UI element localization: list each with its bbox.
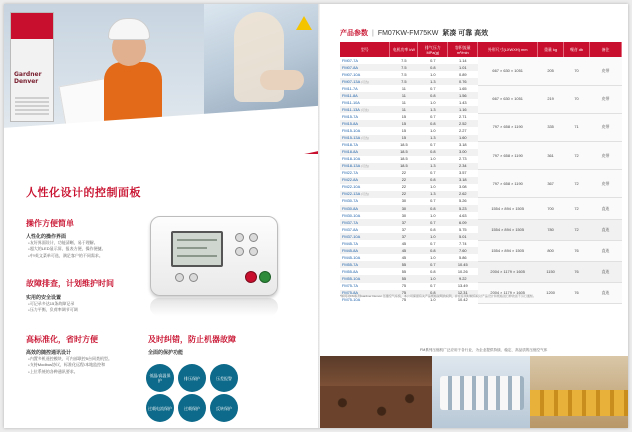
col-header: 电机功率 kW xyxy=(390,42,418,57)
panel-button xyxy=(249,247,258,256)
spec-title-label: 产品参数 xyxy=(340,30,368,37)
flow-cell: 5.86 xyxy=(458,254,467,260)
pressure-cell: 0.7 xyxy=(430,142,436,148)
power-cell: 37 xyxy=(390,219,418,226)
optional-tag: (可选) xyxy=(360,107,369,112)
model-name: FM45-7A xyxy=(342,240,358,246)
model-cell xyxy=(340,254,390,261)
table-header-row xyxy=(340,42,622,57)
col-header: 容积流量 m³/min xyxy=(448,42,478,57)
pressure-cell: 0.8 xyxy=(430,226,436,232)
panel-button xyxy=(175,273,184,282)
weight-cell: 1200 xyxy=(538,283,564,304)
flow-cell: 2.34 xyxy=(448,163,478,170)
flow-cell: 1.60 xyxy=(448,135,478,142)
pressure-cell: 0.7 xyxy=(430,113,436,119)
flow-cell: 10.26 xyxy=(457,268,468,274)
pressure-cell: 1.3 xyxy=(418,135,448,142)
power-cell: 45 xyxy=(401,240,407,246)
power-cell: 18.5 xyxy=(400,142,408,148)
model-name: FM55-7A xyxy=(342,261,358,267)
noise-cell: 72 xyxy=(564,198,590,219)
model-cell xyxy=(340,156,390,163)
application-note: FM系列压缩机广泛应用于各行业，为企业提供持续、稳定、高品质的压缩空气体 xyxy=(420,348,548,352)
weight-cell: 219 xyxy=(538,85,564,113)
pressure-cell: 0.7 xyxy=(430,198,436,204)
flow-cell: 2.27 xyxy=(458,127,467,133)
flow-cell: 12.31 xyxy=(448,290,478,297)
weight-cell: 205 xyxy=(538,57,564,85)
model-name: FM37-8A xyxy=(342,226,358,232)
model-cell xyxy=(340,261,390,268)
model-name: FM11-8A xyxy=(342,92,358,98)
right-page xyxy=(320,4,628,428)
model-name: FM18-10A xyxy=(342,156,361,162)
temperature-protection-badge: 低温/高温保护 xyxy=(146,364,174,392)
footnote: *如何对FM系列Gardner Denver 压缩空气系统，本公司保留有关产品规格说明的权利，并在任何时候有权对产品设计和规格进行修改而不另行通知。 xyxy=(340,294,536,298)
pressure-cell: 1.0 xyxy=(430,212,436,218)
model-cell xyxy=(340,191,390,198)
power-cell: 45 xyxy=(401,254,407,260)
model-name: FM15-13A xyxy=(342,135,360,141)
dims-cell: 1554 × 894 × 1505 xyxy=(478,198,538,219)
hard-hat xyxy=(108,18,150,40)
noise-cell: 72 xyxy=(564,142,590,170)
note-cell: 皮带 xyxy=(590,57,622,85)
col-header: 排气压力 MPa(g) xyxy=(418,42,448,57)
col-header: 噪音 db xyxy=(564,42,590,57)
model-name: FM15-10A xyxy=(342,127,361,133)
list-item: ● 中/英文菜单可选，满足客户的不同需求。 xyxy=(28,253,106,259)
model-name: FM22-10A xyxy=(342,184,361,190)
list-item: ● 可记录多达15条故障记录 xyxy=(28,301,78,307)
start-button-icon xyxy=(259,271,271,283)
pressure-cell: 0.8 xyxy=(418,247,448,254)
weight-cell: 367 xyxy=(538,170,564,198)
model-cell xyxy=(340,268,390,275)
left-page xyxy=(4,4,318,428)
pressure-cell: 0.8 xyxy=(418,290,448,297)
pressure-cell: 0.8 xyxy=(418,64,448,71)
weight-cell: 800 xyxy=(538,240,564,261)
reverse-rotation-badge: 反转保护 xyxy=(210,394,238,422)
model-name: FM30-8A xyxy=(342,205,358,211)
pressure-cell: 1.0 xyxy=(418,233,448,240)
power-cell: 37 xyxy=(401,226,407,232)
weight-cell: 1150 xyxy=(538,261,564,282)
pressure-cell: 1.3 xyxy=(418,78,448,85)
bottling-line-photo xyxy=(432,356,530,428)
flow-cell: 6.09 xyxy=(448,219,478,226)
power-cell: 30 xyxy=(401,212,407,218)
power-cell: 75 xyxy=(390,290,418,297)
note-cell: 皮带 xyxy=(590,142,622,170)
flow-cell: 5.01 xyxy=(448,233,478,240)
power-cell: 37 xyxy=(390,233,418,240)
note-cell: 直连 xyxy=(590,219,622,240)
panel-button xyxy=(189,273,198,282)
model-name: FM30-10A xyxy=(342,212,361,218)
noise-cell: 76 xyxy=(564,283,590,304)
section-heading: 人性化设计的控制面板 xyxy=(26,187,141,199)
optional-tag: (可选) xyxy=(361,164,370,169)
model-cell xyxy=(340,184,390,191)
model-cell xyxy=(340,198,390,205)
flow-cell: 3.18 xyxy=(448,177,478,184)
model-name: FM37-10A xyxy=(342,233,361,239)
dims-cell: 797 × 658 × 1190 xyxy=(478,113,538,141)
model-cell xyxy=(340,64,390,71)
noise-cell: 76 xyxy=(564,240,590,261)
model-cell xyxy=(340,135,390,142)
power-cell: 22 xyxy=(401,170,407,176)
pressure-cell: 1.0 xyxy=(430,127,436,133)
model-name: FM07-13A xyxy=(342,78,360,84)
model-cell xyxy=(340,177,390,184)
model-cell xyxy=(340,127,390,134)
power-cell: 7.5 xyxy=(390,64,418,71)
table-row xyxy=(340,142,622,149)
spec-table-body xyxy=(340,57,622,304)
panel-button xyxy=(249,233,258,242)
fault-diagnosis-list xyxy=(28,301,78,314)
model-cell xyxy=(340,99,390,106)
flow-cell: 0.76 xyxy=(448,78,478,85)
model-name: FM22-13A xyxy=(342,191,360,197)
flow-cell: 2.52 xyxy=(448,120,478,127)
noise-cell: 70 xyxy=(564,57,590,85)
fault-diagnosis-title: 故障排查，计划维护时间 xyxy=(26,279,114,288)
model-name: FM75-7A xyxy=(342,283,358,289)
pressure-cell: 0.8 xyxy=(430,268,436,274)
model-name: FM07-7A xyxy=(342,57,358,63)
flow-cell: 0.89 xyxy=(458,71,467,77)
hero-photo xyxy=(4,4,318,154)
dims-cell: 797 × 658 × 1190 xyxy=(478,142,538,170)
power-cell: 7.5 xyxy=(401,57,407,63)
panel-display xyxy=(171,231,223,267)
power-cell: 55 xyxy=(390,261,418,268)
cabinet-red-stripe xyxy=(11,13,53,39)
pressure-cell: 1.0 xyxy=(430,71,436,77)
power-cell: 11 xyxy=(390,92,418,99)
spec-title: 产品参数 | FM07KW-FM75KW 紧凑 可靠 高效 xyxy=(340,30,489,37)
weight-cell: 780 xyxy=(538,219,564,240)
flow-cell: 5.26 xyxy=(458,198,467,204)
model-name: FM45-10A xyxy=(342,254,361,260)
col-header: 外形尺寸(LXWXH) mm xyxy=(478,42,538,57)
cabinet-vent xyxy=(15,97,49,117)
flow-cell: 1.65 xyxy=(458,85,467,91)
table-row xyxy=(340,170,622,177)
table-row xyxy=(340,57,622,64)
pressure-alarm-badge: 压差报警 xyxy=(210,364,238,392)
standardization-list xyxy=(28,356,112,375)
pressure-cell: 0.8 xyxy=(418,177,448,184)
dims-cell: 2004 × 1179 × 1605 xyxy=(478,283,538,304)
brochure-spread xyxy=(4,4,628,428)
power-cell: 75 xyxy=(401,297,407,303)
optional-tag: (可选) xyxy=(361,192,370,197)
table-row xyxy=(340,113,622,120)
power-cell: 15 xyxy=(390,135,418,142)
table-row xyxy=(340,240,622,247)
model-name: FM07-10A xyxy=(342,71,361,77)
protection-subtitle: 全面的保护功能 xyxy=(148,350,184,356)
power-cell: 55 xyxy=(390,275,418,282)
table-row xyxy=(340,283,622,290)
model-name: FM45-8A xyxy=(342,247,358,253)
model-cell xyxy=(340,205,390,212)
standardization-subtitle: 高效的随控通讯设计 xyxy=(26,350,72,356)
weight-cell: 361 xyxy=(538,142,564,170)
standardization-title: 高标准化，省时方便 xyxy=(26,335,98,344)
weight-cell: 700 xyxy=(538,198,564,219)
flow-cell: 10.42 xyxy=(457,297,468,303)
noise-cell: 71 xyxy=(564,113,590,141)
compressor-cabinet xyxy=(10,12,54,122)
model-name: FM15-7A xyxy=(342,113,358,119)
list-item: ● 上位系统的各种通讯要求。 xyxy=(28,369,112,375)
model-name: FM07-8A xyxy=(342,64,358,70)
model-cell xyxy=(340,212,390,219)
dims-cell: 797 × 658 × 1190 xyxy=(478,170,538,198)
conveyor-photo xyxy=(530,356,628,428)
dims-cell: 1554 × 894 × 1505 xyxy=(478,240,538,261)
overcurrent-badge: 过载电流保护 xyxy=(146,394,174,422)
table-row xyxy=(340,219,622,226)
flow-cell: 2.62 xyxy=(448,191,478,198)
easy-operation-title: 操作方便简单 xyxy=(26,219,74,228)
coffee-beans-photo xyxy=(320,356,432,428)
model-name: FM11-13A xyxy=(342,106,360,112)
spec-title-models: FM07KW-FM75KW xyxy=(377,30,439,37)
flow-cell: 2.73 xyxy=(458,156,467,162)
model-name: FM75-10A xyxy=(342,297,361,303)
pressure-cell: 1.3 xyxy=(418,163,448,170)
list-item: ● 友好界面设计，功能清晰，易于理解。 xyxy=(28,240,106,246)
flow-cell: 1.43 xyxy=(458,99,467,105)
panel-button xyxy=(235,233,244,242)
model-name: FM75-8A xyxy=(342,290,358,296)
pressure-cell: 0.8 xyxy=(418,149,448,156)
col-header: 型号 xyxy=(340,42,390,57)
list-item: ● 超大的LED显示屏，报表方便，操作便捷。 xyxy=(28,246,106,252)
flow-cell: 2.71 xyxy=(458,113,467,119)
flow-cell: 9.22 xyxy=(448,275,478,282)
pressure-cell: 0.7 xyxy=(430,57,436,63)
model-cell xyxy=(340,106,390,113)
pressure-cell: 0.7 xyxy=(418,261,448,268)
flow-cell: 1.14 xyxy=(458,57,467,63)
table-row xyxy=(340,198,622,205)
pressure-cell: 0.8 xyxy=(418,120,448,127)
model-cell xyxy=(340,57,390,64)
model-cell xyxy=(340,92,390,99)
protection-icons xyxy=(146,360,316,424)
note-cell: 直连 xyxy=(590,198,622,219)
model-name: FM22-7A xyxy=(342,170,358,176)
power-cell: 55 xyxy=(401,268,407,274)
power-cell: 11 xyxy=(401,85,406,91)
pressure-cell: 1.3 xyxy=(418,191,448,198)
power-cell: 18.5 xyxy=(400,156,408,162)
pressure-cell: 0.7 xyxy=(418,219,448,226)
noise-cell: 72 xyxy=(564,219,590,240)
flow-cell: 13.49 xyxy=(457,283,468,289)
pressure-cell: 1.0 xyxy=(418,275,448,282)
power-cell: 15 xyxy=(401,113,407,119)
power-cell: 30 xyxy=(390,205,418,212)
power-cell: 30 xyxy=(401,198,407,204)
pressure-cell: 1.3 xyxy=(418,106,448,113)
model-cell xyxy=(340,149,390,156)
model-cell xyxy=(340,170,390,177)
optional-tag: (可选) xyxy=(361,136,370,141)
application-photos xyxy=(320,356,628,428)
flow-cell: 1.01 xyxy=(448,64,478,71)
stop-button-icon xyxy=(245,271,257,283)
flow-cell: 3.08 xyxy=(458,184,467,190)
power-cell: 15 xyxy=(401,127,407,133)
model-cell xyxy=(340,78,390,85)
pressure-cell: 0.8 xyxy=(418,205,448,212)
model-name: FM18-7A xyxy=(342,142,358,148)
power-cell: 7.5 xyxy=(401,71,407,77)
dims-cell: 667 × 630 × 1051 xyxy=(478,85,538,113)
model-cell xyxy=(340,85,390,92)
panel-button xyxy=(235,247,244,256)
list-item: ● 支持Modbus协议，标准化远程/本地监控和 xyxy=(28,362,112,368)
dims-cell: 667 × 630 × 1051 xyxy=(478,57,538,85)
flow-cell: 7.60 xyxy=(448,247,478,254)
pressure-cell: 1.0 xyxy=(430,156,436,162)
flow-cell: 1.16 xyxy=(448,106,478,113)
power-cell: 7.5 xyxy=(390,78,418,85)
fault-diagnosis-subtitle: 实用的安全设置 xyxy=(26,295,62,301)
easy-operation-list xyxy=(28,240,106,259)
model-cell xyxy=(340,219,390,226)
model-cell xyxy=(340,283,390,290)
power-cell: 22 xyxy=(390,177,418,184)
table-row xyxy=(340,261,622,268)
pressure-cell: 0.7 xyxy=(430,85,436,91)
model-name: FM11-10A xyxy=(342,99,360,105)
optional-tag: (可选) xyxy=(361,79,370,84)
flow-cell: 3.00 xyxy=(448,149,478,156)
flow-cell: 10.45 xyxy=(448,261,478,268)
overload-badge: 过载保护 xyxy=(178,394,206,422)
model-name: FM11-7A xyxy=(342,85,358,91)
power-cell: 75 xyxy=(401,283,407,289)
model-cell xyxy=(340,142,390,149)
spec-table xyxy=(340,42,622,304)
power-cell: 22 xyxy=(401,184,407,190)
model-cell xyxy=(340,233,390,240)
model-cell xyxy=(340,71,390,78)
power-cell: 22 xyxy=(390,191,418,198)
model-name: FM37-7A xyxy=(342,219,358,225)
table-row xyxy=(340,85,622,92)
power-cell: 18.5 xyxy=(390,149,418,156)
exhaust-pressure-badge: 排压保护 xyxy=(178,364,206,392)
pressure-cell: 1.0 xyxy=(430,99,436,105)
col-header: 备注 xyxy=(590,42,622,57)
panel-reflection xyxy=(150,298,278,316)
flow-cell: 7.74 xyxy=(458,240,467,246)
power-cell: 11 xyxy=(401,99,406,105)
note-cell: 直连 xyxy=(590,283,622,304)
model-name: FM18-8A xyxy=(342,149,358,155)
power-cell: 18.5 xyxy=(390,163,418,170)
model-name: FM55-10A xyxy=(342,275,361,281)
dims-cell: 1554 × 894 × 1505 xyxy=(478,219,538,240)
flow-cell: 5.75 xyxy=(458,226,467,232)
model-cell xyxy=(340,240,390,247)
noise-cell: 76 xyxy=(564,261,590,282)
brand-logo: Gardner Denver xyxy=(14,71,42,85)
flow-cell: 1.56 xyxy=(448,92,478,99)
model-name: FM15-8A xyxy=(342,120,358,126)
flow-cell: 5.23 xyxy=(448,205,478,212)
model-name: FM22-8A xyxy=(342,177,358,183)
power-cell: 45 xyxy=(390,247,418,254)
pressure-cell: 0.7 xyxy=(430,283,436,289)
warning-icon xyxy=(296,16,312,30)
list-item: ● 压力平衡，负荷率调节可调 xyxy=(28,307,78,313)
pressure-cell: 0.7 xyxy=(430,170,436,176)
flow-cell: 3.57 xyxy=(458,170,467,176)
col-header: 重量 kg xyxy=(538,42,564,57)
note-cell: 皮带 xyxy=(590,113,622,141)
model-cell xyxy=(340,247,390,254)
dims-cell: 2004 × 1179 × 1605 xyxy=(478,261,538,282)
note-cell: 皮带 xyxy=(590,170,622,198)
protection-title: 及时纠错，防止机器故障 xyxy=(148,335,236,344)
spec-title-tags: 紧凑 可靠 高效 xyxy=(442,30,489,37)
flow-cell: 4.63 xyxy=(458,212,467,218)
model-name: FM55-8A xyxy=(342,268,358,274)
control-panel-image xyxy=(150,216,278,296)
noise-cell: 70 xyxy=(564,85,590,113)
power-cell: 15 xyxy=(390,120,418,127)
note-cell: 皮带 xyxy=(590,85,622,113)
model-name: FM18-13A xyxy=(342,163,360,169)
model-name: FM30-7A xyxy=(342,198,358,204)
note-cell: 直连 xyxy=(590,261,622,282)
pressure-cell: 0.7 xyxy=(430,240,436,246)
pressure-cell: 1.0 xyxy=(430,184,436,190)
pressure-cell: 1.0 xyxy=(430,254,436,260)
pressure-cell: 0.8 xyxy=(418,92,448,99)
noise-cell: 72 xyxy=(564,170,590,198)
model-cell xyxy=(340,120,390,127)
model-cell xyxy=(340,275,390,282)
flow-cell: 3.18 xyxy=(458,142,467,148)
note-cell: 直连 xyxy=(590,240,622,261)
weight-cell: 335 xyxy=(538,113,564,141)
pressure-cell: 1.0 xyxy=(430,297,436,303)
model-cell xyxy=(340,163,390,170)
easy-operation-subtitle: 人性化的操作界面 xyxy=(26,234,67,240)
list-item: ● 内置多机遥控模块，可内部联控5台同类机型。 xyxy=(28,356,112,362)
model-cell xyxy=(340,113,390,120)
power-cell: 11 xyxy=(390,106,418,113)
model-cell xyxy=(340,226,390,233)
hand-writing xyxy=(260,70,304,90)
